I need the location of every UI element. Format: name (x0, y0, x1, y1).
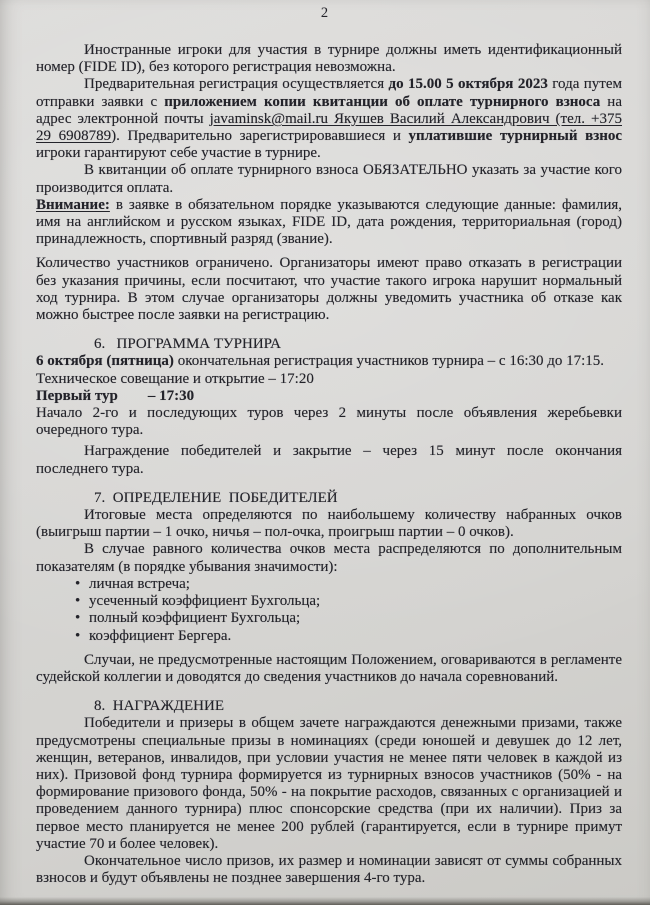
paragraph (36, 162, 622, 196)
bullet-text: коэффициент Бергера. (89, 627, 232, 644)
bullet-text: личная встреча; (89, 575, 190, 592)
text-run: Начало 2-го и последующих туров через 2 минуты после объявления жеребьевки очередного тура. (36, 405, 622, 439)
text-run: 7. ОПРЕДЕЛЕНИЕ ПОБЕДИТЕЛЕЙ (94, 489, 338, 506)
paragraph (36, 405, 622, 439)
bullet-text: усеченный коэффициент Бухгольца; (89, 593, 321, 610)
bullet-list (36, 576, 622, 645)
text-run: В квитанции об оплате турнирного взноса ОБЯЗАТЕЛЬНО указать за участие кого производится оплата. (36, 162, 622, 196)
bullet-text: полный коэффициент Бухгольца; (89, 610, 301, 627)
text-run: в заявке в обязательном порядке указываются следующие данные: фамилия, имя на английском и русском языках, FIDE ID, дата рождения, территориальная (город) принадлежность, спортивный разряд (звание). (36, 196, 622, 248)
section-heading (94, 336, 622, 353)
bold-text: приложением копии квитанции об оплате турнирного взноса (164, 93, 601, 110)
text-run: В случае равного количества очков места распределяются по дополнительным показателям (в порядке убывания значимости): (36, 541, 622, 575)
text-run: на адрес электронной почты (36, 93, 622, 127)
paragraph (36, 255, 622, 324)
paragraph (36, 853, 622, 887)
text-run: ). Предварительно зарегистрировавшиеся и (111, 128, 409, 145)
bullet-item (75, 593, 622, 610)
paragraph (36, 42, 622, 76)
text-run: года путем отправки заявки с (36, 76, 622, 110)
section-heading (94, 698, 622, 715)
paragraph (36, 371, 622, 388)
paragraph (36, 652, 622, 686)
bullet-item (75, 610, 622, 627)
text-run: Награждение победителей и закрытие – через 15 минут после окончания последнего тура. (36, 443, 622, 477)
paragraph (36, 715, 622, 853)
contact-underlined-text: javaminsk@mail.ru Якушев Василий Александрович (тел. +375 29 6908789 (36, 110, 622, 145)
paragraph (36, 353, 622, 370)
paragraph (36, 388, 622, 405)
text-run: Победители и призеры в общем зачете награждаются денежными призами, также предусмотрены специальные призы в номинациях (среди юношей и девушек до 12 лет, женщин, ветеранов, инвалидов, при условии участия не менее пяти человек в каждой из них). Призовой фонд турнира формируется из турнирных взносов участников (50% - на формирование призового фонда, 50% - на покрытие расходов, связанных с организацией и проведением данного турнира) плюс спонсорские средства (при их наличии). Приз за первое место планируется не менее 200 рублей (гарантируется, если в турнире примут участие 70 и более человек). (36, 715, 622, 852)
paragraph (36, 76, 622, 162)
text-run: Случаи, не предусмотренные настоящим Положением, оговариваются в регламенте судейской коллегии и доводятся до сведения участников до начала соревнований. (36, 651, 622, 685)
bullet-item (75, 576, 622, 593)
bullet-item (75, 628, 622, 645)
section-heading (94, 490, 622, 507)
text-run: Количество участников ограничено. Организаторы имеют право отказать в регистрации без указания причины, если посчитают, что участие такого игрока нарушит нормальный ход турнира. В этом случае организаторы должны уведомить участника об отказе как можно быстрее после заявки на регистрацию. (36, 255, 622, 324)
text-run: 6. ПРОГРАММА ТУРНИРА (94, 336, 281, 353)
text-run: Техническое совещание и открытие – 17:20 (36, 370, 314, 387)
bold-text: уплатившие турнирный взнос (408, 128, 623, 145)
bold-text: до 15.00 5 октября 2023 (388, 76, 548, 93)
bullet-marker: • (75, 593, 81, 610)
text-run: Окончательное число призов, их размер и номинации зависят от суммы собранных взносов и будут объявлены не позднее завершения 4-го тура. (36, 852, 622, 887)
paragraph (36, 541, 622, 575)
paragraph (36, 197, 622, 249)
bullet-marker: • (75, 575, 81, 592)
bold-text: 6 октября (пятница) (36, 353, 174, 370)
text-run: Предварительная регистрация осуществляется (84, 76, 389, 93)
bold-text: Первый тур – 17:30 (36, 387, 195, 404)
page-number: 2 (320, 5, 330, 21)
text-run: Иностранные игроки для участия в турнире должны иметь идентификационный номер (FIDE ID), без которого регистрация невозможна. (36, 42, 622, 76)
text-run: 8. НАГРАЖДЕНИЕ (94, 698, 225, 715)
scan-bottom-edge (0, 897, 650, 905)
bullet-marker: • (75, 610, 81, 627)
bullet-marker: • (75, 627, 81, 644)
contact-underlined-text: Внимание: (36, 196, 110, 213)
paragraph (36, 443, 622, 477)
document-body (0, 25, 650, 887)
text-run: Итоговые места определяются по наибольшему количеству набранных очков (выигрыш партии – 1 очко, ничья – пол-очка, проигрыш партии – 0 очков). (36, 507, 622, 541)
paragraph (36, 507, 622, 541)
text-run: окончательная регистрация участников турнира – с 16:30 до 17:15. (173, 353, 605, 370)
text-run: игроки гарантируют себе участие в турнире. (36, 145, 321, 162)
